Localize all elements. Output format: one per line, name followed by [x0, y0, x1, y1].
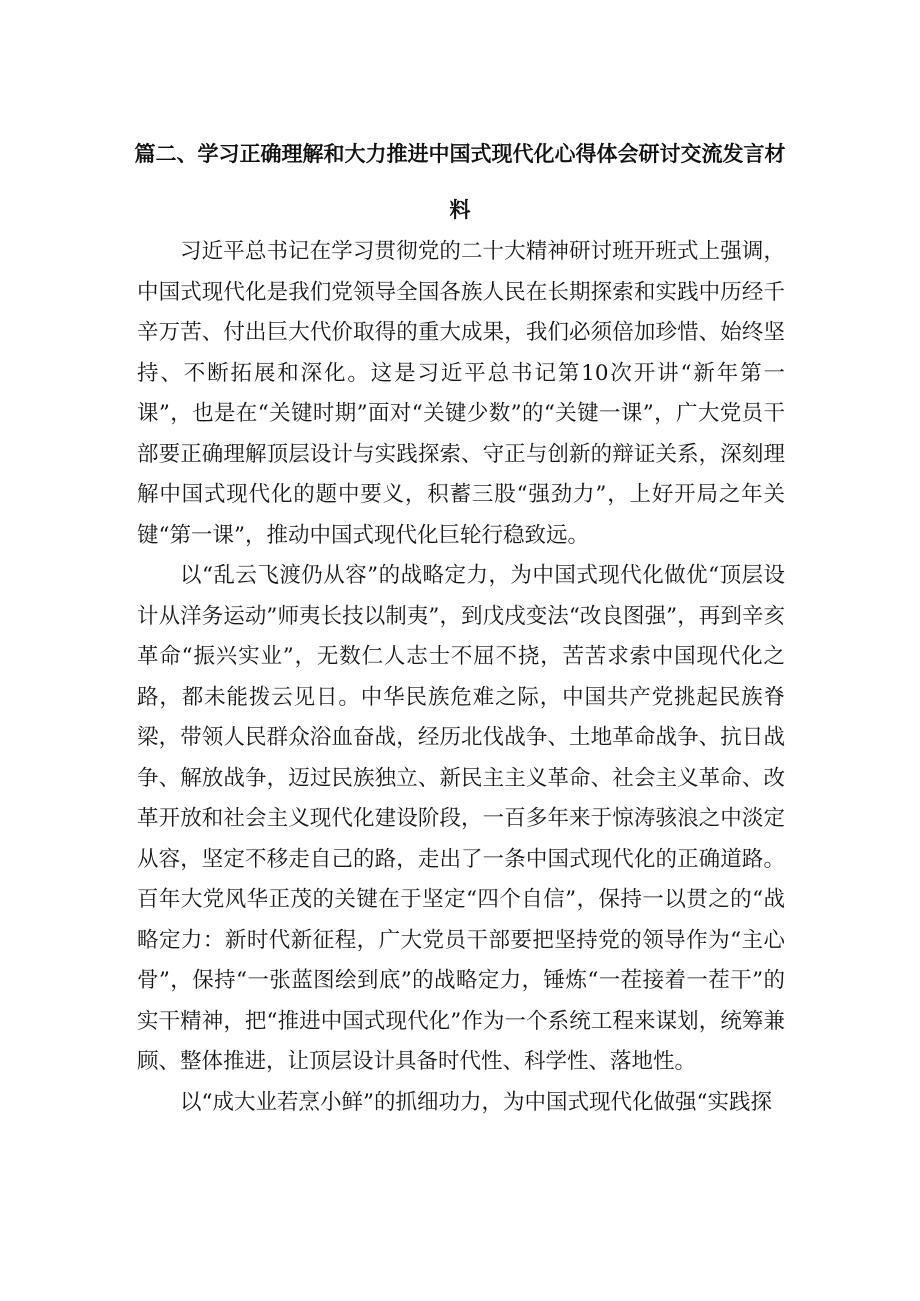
- paragraph-2: 以“乱云飞渡仍从容”的战略定力，为中国式现代化做优“顶层设计从洋务运动”师夷长技以制夷”，到戊戌变法“改良图强”，再到辛亥革命“振兴实业”，无数仁人志士不屈不挠，苦苦求索中国现代化之路，都未能拨云见日。中华民族危难之际，中国共产党挑起民族脊梁，带领人民群众浴血奋战，经历北伐战争、土地革命战争、抗日战争、解放战争，迈过民族独立、新民主主义革命、社会主义革命、改革开放和社会主义现代化建设阶段，一百多年来于惊涛骇浪之中淡定从容，坚定不移走自己的路，走出了一条中国式现代化的正确道路。百年大党风华正茂的关键在于坚定“四个自信”，保持一以贯之的“战略定力：新时代新征程，广大党员干部要把坚持党的领导作为“主心骨”，保持“一张蓝图绘到底”的战略定力，锤炼“一茬接着一茬干”的实干精神，把“推进中国式现代化”作为一个系统工程来谋划，统筹兼顾、整体推进，让顶层设计具备时代性、科学性、落地性。: [137, 563, 785, 1074]
- document-body: [137, 232, 785, 1123]
- document-title: 篇二、学习正确理解和大力推进中国式现代化心得体会研讨交流发言材料: [134, 142, 786, 222]
- paragraph-3: 以“成大业若烹小鲜”的抓细功力，为中国式现代化做强“实践探: [180, 1089, 772, 1115]
- paragraph-1: 习近平总书记在学习贯彻党的二十大精神研讨班开班式上强调，中国式现代化是我们党领导全国各族人民在长期探索和实践中历经千辛万苦、付出巨大代价取得的重大成果，我们必须倍加珍惜、始终坚持、不断拓展和深化。这是习近平总书记第10次开讲“新年第一课”，也是在“关键时期”面对“关键少数”的“关键一课”，广大党员干部要正确理解顶层设计与实践探索、守正与创新的辩证关系，深刻理解中国式现代化的题中要义，积蓄三股“强劲力”，上好开局之年关键“第一课”，推动中国式现代化巨轮行稳致远。: [137, 239, 785, 548]
